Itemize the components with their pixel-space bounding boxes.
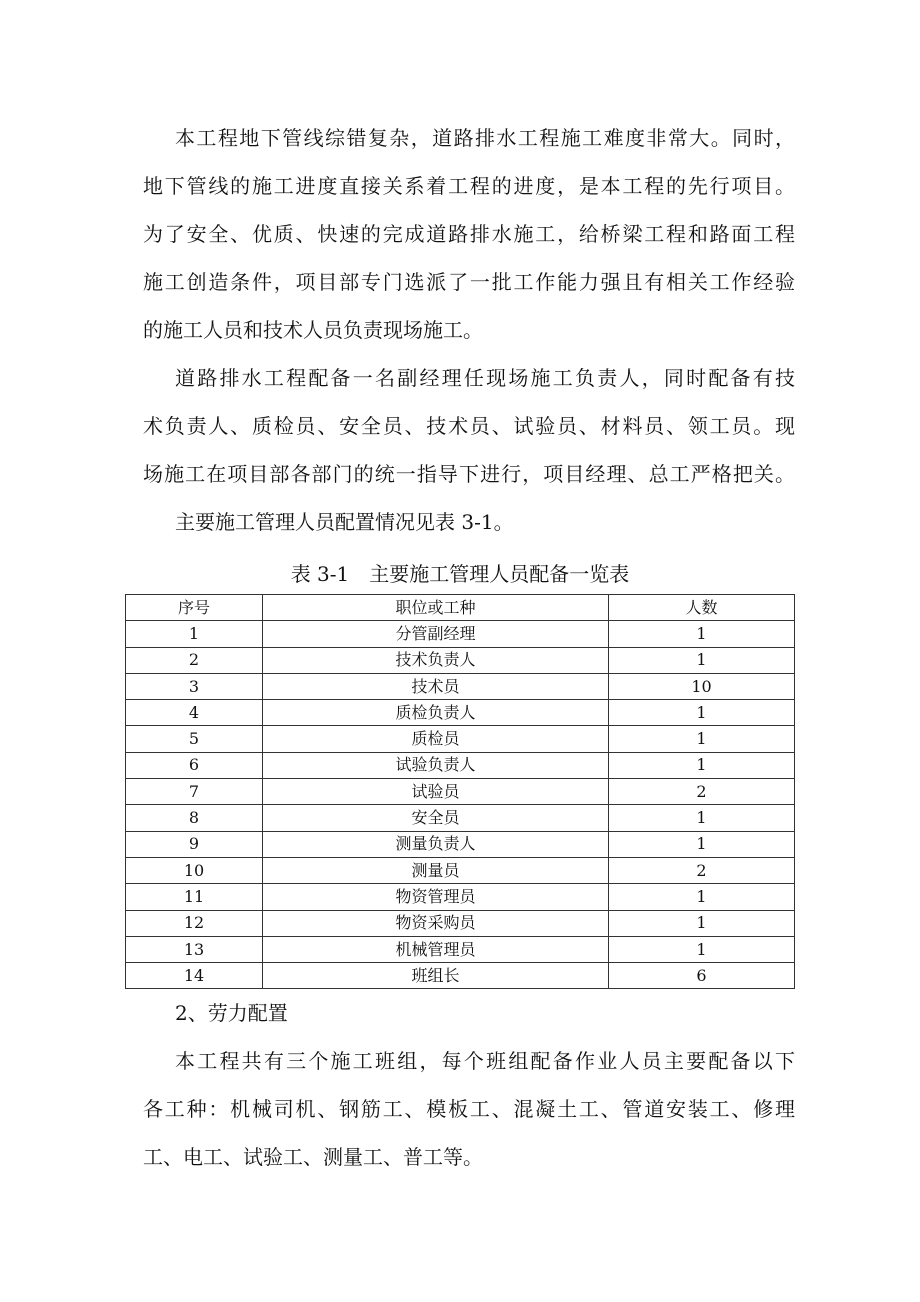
table-row bbox=[126, 936, 795, 962]
paragraph-line: 的施工人员和技术人员负责现场施工。 bbox=[143, 318, 483, 342]
position-cell: 试验员 bbox=[263, 779, 609, 805]
position-cell: 质检员 bbox=[263, 726, 609, 752]
table-row bbox=[126, 673, 795, 699]
table-row bbox=[126, 884, 795, 910]
table-row bbox=[126, 831, 795, 857]
row-number-cell: 5 bbox=[126, 726, 263, 752]
position-cell: 测量员 bbox=[263, 857, 609, 883]
position-cell: 分管副经理 bbox=[263, 621, 609, 647]
position-cell: 测量负责人 bbox=[263, 831, 609, 857]
header-cell: 职位或工种 bbox=[263, 595, 609, 621]
paragraph-line: 为了安全、优质、快速的完成道路排水施工，给桥梁工程和路面工程 bbox=[143, 222, 795, 246]
table-row bbox=[126, 700, 795, 726]
table-caption: 表 3-1 主要施工管理人员配备一览表 bbox=[290, 562, 630, 586]
position-cell: 技术员 bbox=[263, 673, 609, 699]
count-cell: 1 bbox=[609, 621, 795, 647]
header-cell: 人数 bbox=[609, 595, 795, 621]
position-cell: 安全员 bbox=[263, 805, 609, 831]
position-cell: 试验负责人 bbox=[263, 752, 609, 778]
section-heading: 2、劳力配置 bbox=[175, 1001, 288, 1025]
header-cell: 序号 bbox=[126, 595, 263, 621]
table-row bbox=[126, 647, 795, 673]
count-cell: 1 bbox=[609, 884, 795, 910]
row-number-cell: 11 bbox=[126, 884, 263, 910]
count-cell: 1 bbox=[609, 831, 795, 857]
position-cell: 物资管理员 bbox=[263, 884, 609, 910]
row-number-cell: 3 bbox=[126, 673, 263, 699]
count-cell: 1 bbox=[609, 805, 795, 831]
table-row bbox=[126, 805, 795, 831]
row-number-cell: 1 bbox=[126, 621, 263, 647]
count-cell: 1 bbox=[609, 910, 795, 936]
paragraph-line: 道路排水工程配备一名副经理任现场施工负责人，同时配备有技 bbox=[175, 366, 795, 390]
count-cell: 2 bbox=[609, 779, 795, 805]
row-number-cell: 8 bbox=[126, 805, 263, 831]
paragraph-line: 场施工在项目部各部门的统一指导下进行，项目经理、总工严格把关。 bbox=[143, 462, 795, 486]
paragraph-line: 术负责人、质检员、安全员、技术员、试验员、材料员、领工员。现 bbox=[143, 414, 795, 438]
table-row bbox=[126, 752, 795, 778]
position-cell: 机械管理员 bbox=[263, 936, 609, 962]
table-row bbox=[126, 857, 795, 883]
row-number-cell: 14 bbox=[126, 963, 263, 989]
paragraph-line: 本工程共有三个施工班组，每个班组配备作业人员主要配备以下 bbox=[175, 1049, 795, 1073]
row-number-cell: 9 bbox=[126, 831, 263, 857]
row-number-cell: 13 bbox=[126, 936, 263, 962]
table-header-row bbox=[126, 595, 795, 621]
row-number-cell: 6 bbox=[126, 752, 263, 778]
paragraph-line: 各工种：机械司机、钢筋工、模板工、混凝土工、管道安装工、修理 bbox=[143, 1097, 795, 1121]
count-cell: 1 bbox=[609, 647, 795, 673]
table-row bbox=[126, 621, 795, 647]
count-cell: 10 bbox=[609, 673, 795, 699]
count-cell: 1 bbox=[609, 752, 795, 778]
row-number-cell: 10 bbox=[126, 857, 263, 883]
staff-table bbox=[125, 594, 795, 989]
count-cell: 1 bbox=[609, 726, 795, 752]
count-cell: 2 bbox=[609, 857, 795, 883]
table-row bbox=[126, 910, 795, 936]
table-row bbox=[126, 726, 795, 752]
row-number-cell: 2 bbox=[126, 647, 263, 673]
position-cell: 技术负责人 bbox=[263, 647, 609, 673]
paragraph-line: 主要施工管理人员配置情况见表 3-1。 bbox=[175, 510, 514, 534]
row-number-cell: 4 bbox=[126, 700, 263, 726]
count-cell: 1 bbox=[609, 700, 795, 726]
paragraph-line: 本工程地下管线综错复杂，道路排水工程施工难度非常大。同时， bbox=[175, 126, 795, 150]
paragraph-line: 工、电工、试验工、测量工、普工等。 bbox=[143, 1145, 483, 1169]
count-cell: 1 bbox=[609, 936, 795, 962]
table-row bbox=[126, 963, 795, 989]
count-cell: 6 bbox=[609, 963, 795, 989]
position-cell: 物资采购员 bbox=[263, 910, 609, 936]
table-row bbox=[126, 779, 795, 805]
paragraph-line: 地下管线的施工进度直接关系着工程的进度，是本工程的先行项目。 bbox=[143, 174, 795, 198]
paragraph-line: 施工创造条件，项目部专门选派了一批工作能力强且有相关工作经验 bbox=[143, 270, 795, 294]
position-cell: 班组长 bbox=[263, 963, 609, 989]
position-cell: 质检负责人 bbox=[263, 700, 609, 726]
row-number-cell: 7 bbox=[126, 779, 263, 805]
row-number-cell: 12 bbox=[126, 910, 263, 936]
